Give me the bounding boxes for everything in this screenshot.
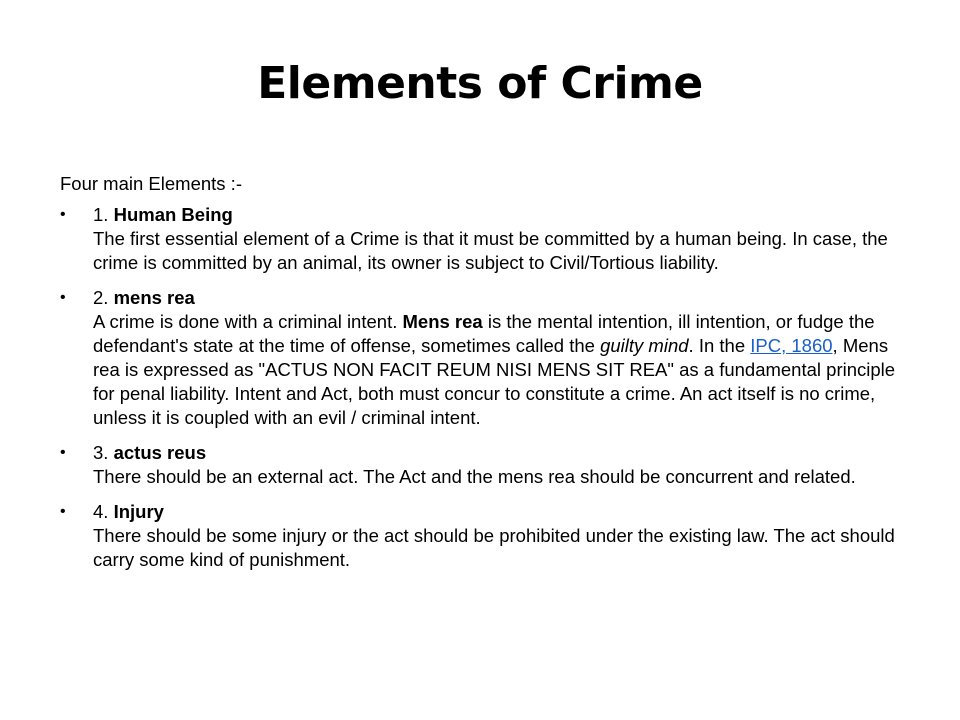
element-list (60, 203, 910, 572)
ipc-link[interactable]: IPC, 1860 (750, 335, 833, 356)
bullet-icon: • (60, 444, 66, 461)
item-text (93, 310, 910, 430)
list-item (60, 286, 910, 430)
bold-term: Mens rea (402, 311, 483, 332)
slide-title: Elements of Crime (257, 58, 703, 109)
list-item (60, 500, 910, 572)
item-text: There should be an external act. The Act and the mens rea should be concurrent and related. (93, 466, 856, 487)
text-segment: . In the (688, 335, 751, 356)
italic-term: guilty mind (600, 335, 689, 356)
bullet-icon: • (60, 289, 66, 306)
item-heading: mens rea (113, 287, 195, 308)
text-segment: is the mental intention, ill intention, or fudge the defendant's state at the time of offense, sometimes called the (93, 311, 875, 356)
item-heading: Human Being (113, 204, 233, 225)
item-number: 4. (93, 501, 109, 522)
item-number: 1. (93, 204, 109, 225)
list-item (60, 441, 910, 489)
item-number: 2. (93, 287, 109, 308)
item-number: 3. (93, 442, 109, 463)
item-heading: actus reus (113, 442, 207, 463)
slide-body (60, 172, 910, 583)
bullet-icon: • (60, 503, 66, 520)
text-segment: , Mens rea is expressed as "ACTUS NON FACIT REUM NISI MENS SIT REA" as a fundamental principle for penal liability. Intent and Act, both must concur to constitute a crime. An act itself is no crime, unless it is coupled with an evil / criminal intent. (93, 335, 896, 428)
text-segment: A crime is done with a criminal intent. (93, 311, 403, 332)
bullet-icon: • (60, 206, 66, 223)
item-text: There should be some injury or the act should be prohibited under the existing law. The act should carry some kind of punishment. (93, 525, 895, 570)
intro-text: Four main Elements :- (60, 173, 242, 194)
item-heading: Injury (113, 501, 164, 522)
item-text: The first essential element of a Crime is that it must be committed by a human being. In case, the crime is committed by an animal, its owner is subject to Civil/Tortious liability. (93, 228, 888, 273)
list-item (60, 203, 910, 275)
